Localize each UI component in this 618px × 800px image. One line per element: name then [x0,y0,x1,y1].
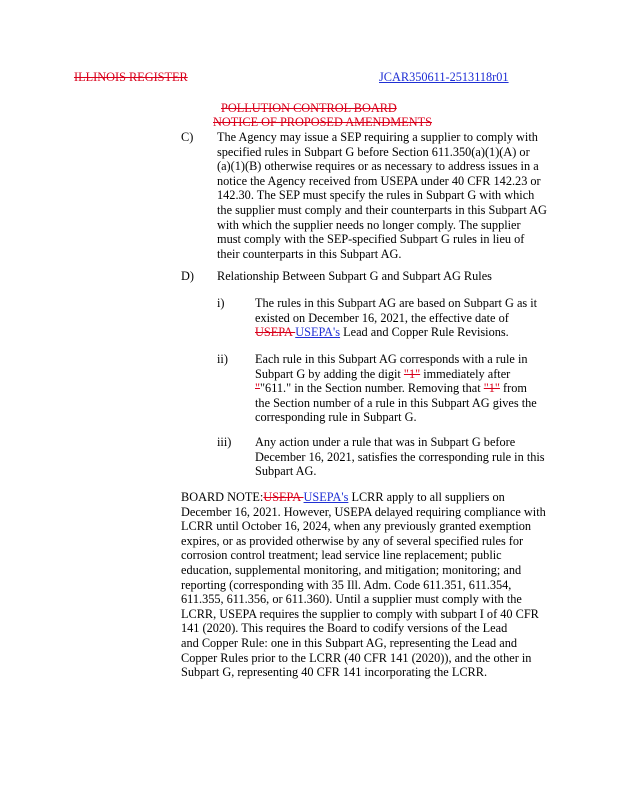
text-line: reporting (corresponding with 35 Ill. Adm. Code 611.351, 611.354, [181,577,512,592]
register-title: ILLINOIS REGISTER [74,70,188,84]
text-line: LCRR until October 16, 2024, when any previously granted exemption [181,519,532,534]
deleted-text: "1" [403,366,421,381]
text-line: education, supplemental monitoring, and mitigation; monitoring; and [181,562,522,577]
text-line: must comply with the SEP-specified Subpart G rules in lieu of [217,232,525,247]
item-i-paragraph [255,296,575,340]
inserted-text: USEPA's [295,325,341,340]
board-note-label: BOARD NOTE: [181,490,264,504]
deleted-text: USEPA [255,325,296,340]
text-span: LCRR apply to all suppliers on [348,490,505,504]
board-title: POLLUTION CONTROL BOARD [221,101,397,115]
deleted-text: " [255,381,261,396]
document-code: JCAR350611-2513118r01 [379,70,509,84]
text-line: (a)(1)(B) otherwise requires or as necessary to address issues in a [217,159,539,174]
text-line: Subpart G, representing 40 CFR 141 incorporating the LCRR. [181,665,488,680]
text-line: LCRR, USEPA requires the supplier to comply with subpart I of 40 CFR [181,606,539,621]
text-span: immediately after [420,366,511,381]
text-line: Subpart AG. [255,464,317,479]
item-iii-paragraph [255,435,575,479]
item-i-marker: i) [217,296,225,310]
text-span: Subpart G by adding the digit [255,366,404,381]
notice-title: NOTICE OF PROPOSED AMENDMENTS [213,115,432,129]
text-line: expires, or as provided otherwise by any of several specified rules for [181,533,524,548]
text-line: specified rules in Subpart G before Section 611.350(a)(1)(A) or [217,144,530,159]
section-d-marker: D) [181,269,194,283]
deleted-text: "1" [483,381,500,396]
text-line: notice the Agency received from USEPA under 40 CFR 142.23 or [217,173,541,188]
section-d-heading: Relationship Between Subpart G and Subpart AG Rules [217,269,492,283]
section-c-paragraph [217,130,577,261]
text-line: with which the supplier needs no longer comply. The supplier [217,217,521,232]
text-line: Any action under a rule that was in Subpart G before [255,435,516,449]
item-ii-marker: ii) [217,352,228,366]
text-line: December 16, 2021. However, USEPA delayed requiring compliance with [181,504,546,519]
text-line [255,325,575,340]
text-span: "611." in the Section number. Removing that [260,381,484,396]
text-line: corresponding rule in Subpart G. [255,410,417,425]
deleted-text: USEPA [263,490,304,504]
text-line: Each rule in this Subpart AG corresponds with a rule in [255,352,528,366]
item-ii-paragraph [255,352,575,425]
text-line: existed on December 16, 2021, the effective date of [255,310,509,325]
text-line [181,490,561,505]
text-line: December 16, 2021, satisfies the corresponding rule in this [255,449,545,464]
text-line: the supplier must comply and their counterparts in this Subpart AG [217,202,547,217]
text-line: 141 (2020). This requires the Board to codify versions of the Lead [181,621,508,636]
text-line: The Agency may issue a SEP requiring a supplier to comply with [217,130,538,144]
item-iii-marker: iii) [217,435,232,449]
inserted-text: USEPA's [303,490,349,504]
text-span: from [499,381,527,396]
text-line: the Section number of a rule in this Subpart AG gives the [255,395,537,410]
text-span: Lead and Copper Rule Revisions. [340,325,509,340]
text-line: Copper Rules prior to the LCRR (40 CFR 141 (2020)), and the other in [181,650,532,665]
text-line: and Copper Rule: one in this Subpart AG, representing the Lead and [181,635,518,650]
text-line: corrosion control treatment; lead service line replacement; public [181,548,502,563]
board-note [181,490,561,680]
text-line [255,381,575,396]
text-line: The rules in this Subpart AG are based on Subpart G as it [255,296,538,310]
text-line: 611.355, 611.356, or 611.360). Until a supplier must comply with the [181,592,522,607]
section-c-marker: C) [181,130,194,144]
text-line: their counterparts in this Subpart AG. [217,246,402,261]
text-line [255,367,575,382]
text-line: 142.30. The SEP must specify the rules in Subpart G with which [217,188,535,203]
